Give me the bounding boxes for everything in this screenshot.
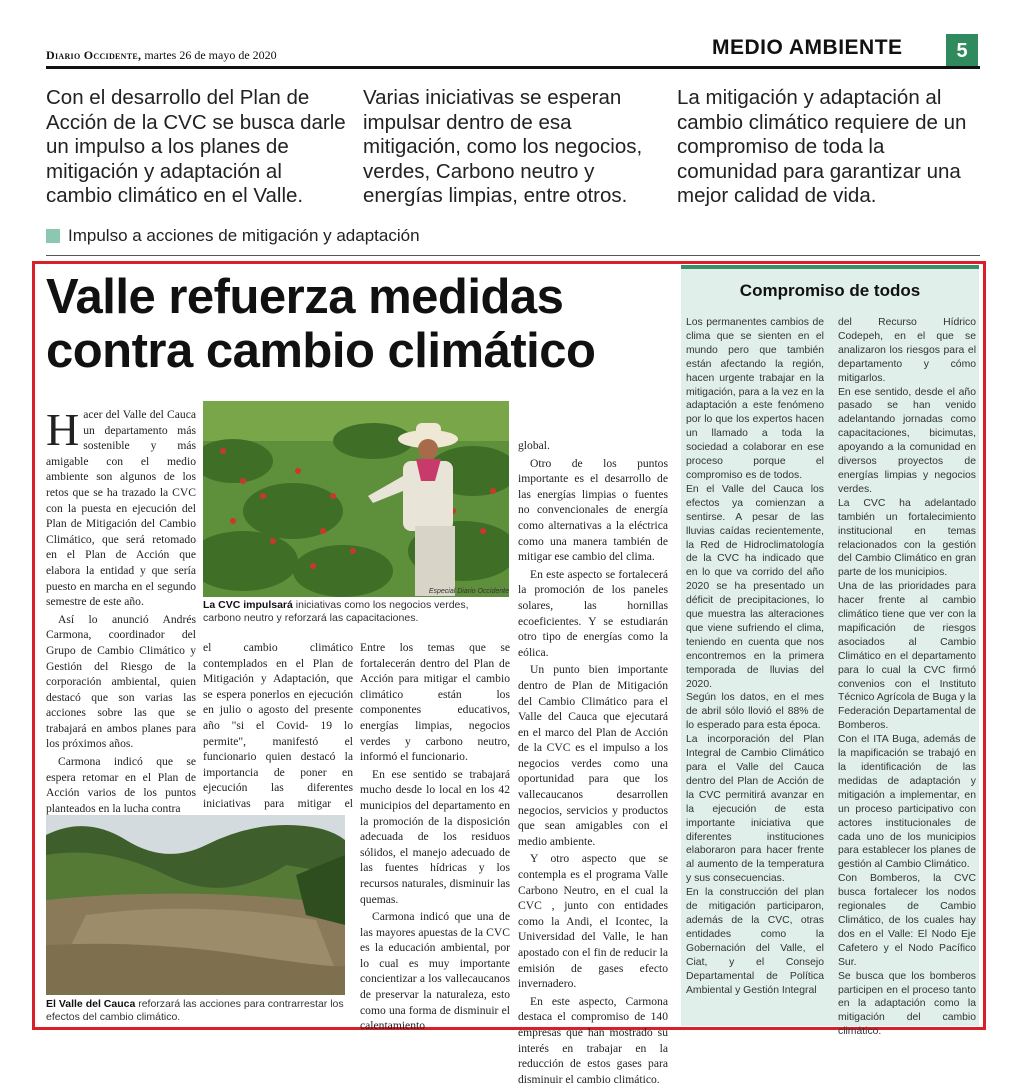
kicker xyxy=(46,226,420,246)
sidebar-column-2 xyxy=(838,316,976,1039)
page-number: 5 xyxy=(946,34,978,68)
newspaper-name: Diario Occidente, xyxy=(46,48,142,62)
article-paragraph: Así lo anunció Andrés Carmona, coordinador del Grupo de Cambio Climático y Gestión del Riesgo de la corporación ambiental, quien destacó que son varias las acciones sobre las que se trabajará en ambos planes para los próximos años. xyxy=(46,612,196,751)
article-paragraph: Carmona indicó que una de las mayores apuestas de la CVC es la educación ambiental, por lo cual es muy importante concientizar a los vallecaucanos de preservar la naturaleza, esto como una forma de disminuir el calentamiento xyxy=(360,910,510,1033)
article-paragraph: Carmona indicó que se espera retomar en el Plan de Acción varios de los puntos planteados en la lucha contra xyxy=(46,755,196,815)
photo-river xyxy=(46,815,345,995)
article-paragraph: Entre los temas que se fortalecerán dentro del Plan de Acción para mitigar el cambio climático están los componentes educativos, energías limpias, negocios verdes y carbono neutro, informó el funcionario. xyxy=(360,641,510,764)
article-paragraph: En ese sentido se trabajará mucho desde lo local en los 42 municipios del departamento en la promoción de la disposición adecuada de los residuos sólidos, el manejo adecuado de las fuentes hídricas y los recursos naturales, disminuir las quemas. xyxy=(360,767,510,906)
article-column-4 xyxy=(518,438,668,1089)
photo-caption-2 xyxy=(46,998,346,1024)
section-title: MEDIO AMBIENTE xyxy=(712,36,903,59)
kicker-text: Impulso a acciones de mitigación y adaptación xyxy=(68,226,420,245)
sidebar-paragraph: Con el ITA Buga, además de la mapificación se trabajó en la identificación de las medidas de adaptación y mitigación a implementar, en un proceso participativo con actores institucionales de cada uno de los municipios para establecer los planes de gestión al Cambio Climático. xyxy=(838,734,976,871)
intro-summary-1: Con el desarrollo del Plan de Acción de la CVC se busca darle un impulso a los planes de mitigación y adaptación al cambio climático en el Valle. xyxy=(46,86,346,207)
article-paragraph: el cambio climático contemplados en el Plan de Mitigación y Adaptación, que se espera ponerlos en ejecución en julio o agosto del presente año "si el Covid- 19 lo permite", manifestó el funcionario quien destacó la importancia de poner en ejecución las diferentes iniciativas para mitigar el xyxy=(203,641,353,810)
article-paragraph: Un punto bien importante dentro de Plan de Mitigación del Cambio Climático para el Valle del Cauca que ejecutará en el marco del Plan de Acción de la CVC es el impulso a los negocios verdes como una oportunidad para que los vallecaucanos desarrollen negocios, servicios y productos que sean amigables con el medio ambiente. xyxy=(518,663,668,848)
photo-credit: Especial Diario Occidente xyxy=(428,588,509,595)
sidebar-paragraph: Con Bomberos, la CVC busca fortalecer los nodos regionales de Cambio Climático, de los cuales hay dos en el Valle: El Nodo Eje Cafetero y el Nodo Pacífico Sur. xyxy=(838,873,976,968)
caption-lead: La CVC impulsará xyxy=(203,599,293,611)
sidebar-paragraph: Los permanentes cambios de clima que se sienten en el mundo pero que también están afectando la región, hacen urgente trabajar en la mitigación, para a la vez en la adaptación a este fenómeno por lo que los expertos hacen un llamado a toda la sociedad a colaborar en ese proceso porque el compromiso es de todos. xyxy=(686,317,824,481)
article-column-2 xyxy=(203,640,353,829)
issue-date: martes 26 de mayo de 2020 xyxy=(144,48,277,62)
caption-lead: El Valle del Cauca xyxy=(46,998,136,1010)
caption-text: iniciativas como los negocios verdes, carbono neutro y reforzará las capacitaciones. xyxy=(203,599,469,624)
sidebar-paragraph: En el Valle del Cauca los efectos ya comienzan a sentirse. A pesar de las lluvias caídas recientemente, la Red de Hidroclimatología de la CVC ha indicado que en lo que va corrido del año 2020 se ha presentado un déficit de precipitaciones, lo que muestra las alteraciones que viene sufriendo el clima, teniendo en cuenta que nos encontremos en la primera temporada de lluvias del 2020. xyxy=(686,483,824,690)
sidebar-paragraph: del Recurso Hídrico Codepeh, en el que se analizaron los riesgos para el departamento y cómo mitigarlos. xyxy=(838,317,976,384)
article-paragraph: Y otro aspecto que se contempla es el programa Valle Carbono Neutro, en el cual la CVC , junto con entidades como la Andi, el Icontec, la Universidad del Valle, le han apostado con el fin de reducir la emisión de gases efecto invernadero. xyxy=(518,852,668,991)
article-paragraph: En este aspecto, Carmona destaca el compromiso de 140 empresas que han mostrado su interés en trabajar en la reducción de estos gases para disminuir el cambio climático. xyxy=(518,994,668,1086)
headline: Valle refuerza medidas contra cambio climático xyxy=(46,270,596,378)
sidebar-paragraph: En ese sentido, desde el año pasado se han venido adelantando jornadas como capacitaciones, bicimutas, apoyando a la comunidad en diversos proyectos de energías limpias y negocios verdes. xyxy=(838,386,976,495)
article-paragraph: Otro de los puntos importante es el desarrollo de las energías limpias o fuentes no convencionales de energía como alternativas a la eléctrica como una manera también de mitigar ese cambio del clima. xyxy=(518,456,668,564)
article-paragraph: En este aspecto se fortalecerá la promoción de los paneles solares, las hornillas ecoeficientes. Y se estudiarán otro tipo de energías como la eólica. xyxy=(518,567,668,659)
intro-summary-2: Varias iniciativas se esperan impulsar dentro de esa mitigación, como los negocios, verdes, Carbono neutro y energías limpias, entre otros. xyxy=(363,86,643,207)
sidebar-paragraph: La CVC ha adelantado también un fortalecimiento institucional en temas relacionados con la gestión del Cambio Climático en gran parte de los municipios. xyxy=(838,497,976,579)
article-column-3 xyxy=(360,640,510,1036)
caption-text: reforzará las acciones para contrarrestar los efectos del cambio climático. xyxy=(46,998,344,1023)
masthead xyxy=(46,48,277,63)
sidebar-paragraph: En la construcción del plan de mitigación participaron, además de la CVC, otras entidades como la Gobernación del Valle, el Ciat, y el Consejo Departamental de Política Ambiental y Gestión Integral xyxy=(686,887,824,996)
photo-farmer xyxy=(203,401,509,597)
sidebar-paragraph: Según los datos, en el mes de abril sólo llovió el 88% de lo esperado para esta época. xyxy=(686,692,824,732)
sidebar-paragraph: Una de las prioridades para hacer frente al cambio climático tiene que ver con la mapificación de riesgos asociados al Cambio Climático en el departamento para lo cual la CVC firmó convenios con el Instituto Técnico Agrícola de Buga y la Federación Departamental de Bomberos. xyxy=(838,581,976,732)
kicker-square-icon xyxy=(46,229,60,243)
header-rule xyxy=(46,66,980,69)
article-paragraph: global. xyxy=(518,439,550,452)
sidebar-paragraph: La incorporación del Plan Integral de Cambio Climático para el Valle del Cauca dentro del Plan de Acción de la CVC permitirá avanzar en la ejecución de esta importante iniciativa que diferentes instituciones elaboraron para hacer frente al aumento de la temperatura y sus consecuencias. xyxy=(686,734,824,885)
kicker-rule xyxy=(46,255,980,256)
article-paragraph: Hacer del Valle del Cauca un departamento más sostenible y más amigable con el medio ambiente son algunos de los retos que se ha trazado la CVC con la puesta en ejecución del Plan de Mitigación del Cambio Climático, que será retomado en el Plan de Acción que elabora la entidad y que sería puesto en marcha en el segundo semestre de este año. xyxy=(46,404,196,609)
intro-summary-3: La mitigación y adaptación al cambio climático requiere de un compromiso de toda la comunidad para garantizar una mejor calidad de vida. xyxy=(677,86,967,207)
sidebar-column-1 xyxy=(686,316,824,997)
dropcap: H xyxy=(46,404,80,455)
article-column-1 xyxy=(46,404,196,818)
photo-caption-1 xyxy=(203,599,509,625)
sidebar-title: Compromiso de todos xyxy=(739,281,921,300)
sidebar-paragraph: Se busca que los bomberos participen en el proceso tanto en la adaptación como la mitigación del cambio climático. xyxy=(838,970,976,1038)
